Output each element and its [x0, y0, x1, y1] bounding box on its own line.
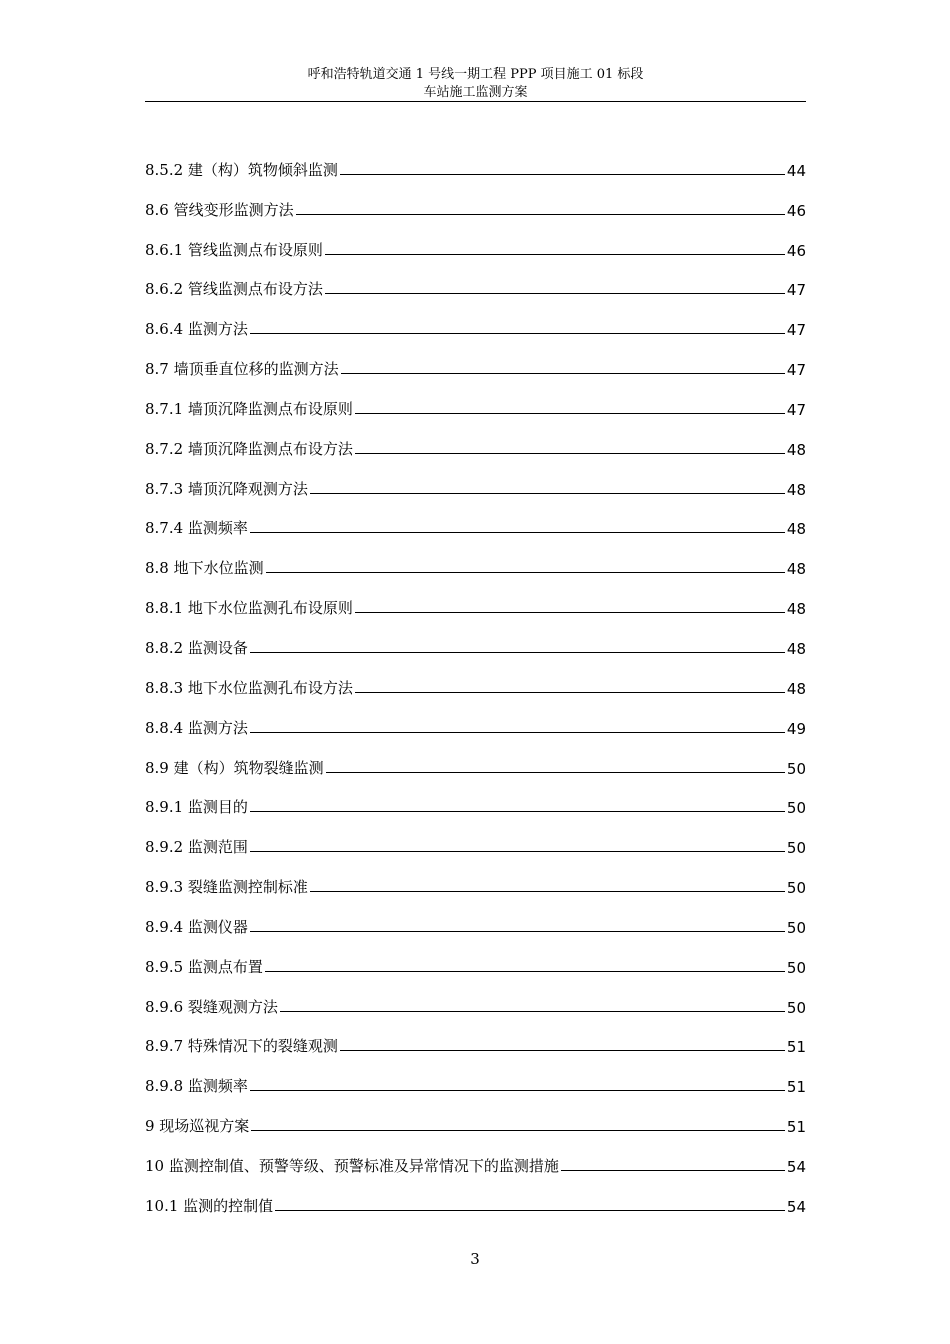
toc-entry-page: 48 — [786, 679, 806, 698]
toc-leader-line — [280, 1011, 785, 1012]
toc-entry[interactable] — [145, 580, 806, 620]
toc-leader-line — [325, 254, 785, 255]
toc-entry[interactable] — [145, 1019, 806, 1059]
toc-entry[interactable] — [145, 182, 806, 222]
toc-entry-page: 48 — [786, 440, 806, 459]
toc-entry-page: 51 — [786, 1078, 806, 1097]
toc-entry-page: 46 — [786, 201, 806, 220]
header-divider — [145, 101, 806, 102]
toc-entry[interactable] — [145, 660, 806, 700]
page-header — [145, 66, 806, 102]
toc-leader-line — [310, 493, 785, 494]
toc-entry-title: 8.9.8 监测频率 — [145, 1077, 248, 1096]
toc-leader-line — [355, 453, 785, 454]
toc-entry-title: 8.8 地下水位监测 — [145, 559, 264, 578]
toc-entry-page: 44 — [786, 161, 806, 180]
toc-leader-line — [250, 851, 785, 852]
toc-leader-line — [275, 1210, 785, 1211]
toc-leader-line — [250, 931, 785, 932]
toc-entry[interactable] — [145, 381, 806, 421]
toc-entry-page: 50 — [786, 759, 806, 778]
toc-entry-title: 8.6 管线变形监测方法 — [145, 200, 294, 219]
toc-entry-title: 8.6.4 监测方法 — [145, 320, 248, 339]
toc-entry-title: 8.9.4 监测仪器 — [145, 917, 248, 936]
toc-entry[interactable] — [145, 142, 806, 182]
page-number: 3 — [470, 1250, 480, 1268]
toc-entry[interactable] — [145, 939, 806, 979]
toc-entry-title: 8.8.3 地下水位监测孔布设方法 — [145, 678, 353, 697]
toc-entry[interactable] — [145, 620, 806, 660]
toc-entry[interactable] — [145, 780, 806, 820]
toc-entry-title: 8.7.3 墙顶沉降观测方法 — [145, 479, 308, 498]
toc-leader-line — [355, 692, 785, 693]
toc-entry-title: 8.9.1 监测目的 — [145, 798, 248, 817]
toc-entry[interactable] — [145, 222, 806, 262]
toc-entry-page: 50 — [786, 918, 806, 937]
toc-entry-title: 10 监测控制值、预警等级、预警标准及异常情况下的监测措施 — [145, 1156, 559, 1175]
toc-entry-title: 8.9.7 特殊情况下的裂缝观测 — [145, 1037, 338, 1056]
toc-entry-title: 8.9.6 裂缝观测方法 — [145, 997, 278, 1016]
toc-entry[interactable] — [145, 700, 806, 740]
toc-entry[interactable] — [145, 1098, 806, 1138]
toc-entry-page: 47 — [786, 281, 806, 300]
toc-leader-line — [250, 811, 785, 812]
toc-entry[interactable] — [145, 740, 806, 780]
header-project-title: 呼和浩特轨道交通 1 号线一期工程 PPP 项目施工 01 标段 — [307, 67, 644, 82]
toc-entry-title: 8.8.2 监测设备 — [145, 638, 248, 657]
table-of-contents — [145, 142, 806, 1218]
toc-entry[interactable] — [145, 859, 806, 899]
toc-leader-line — [250, 652, 785, 653]
toc-leader-line — [250, 732, 785, 733]
toc-entry-title: 9 现场巡视方案 — [145, 1117, 250, 1136]
toc-entry-title: 8.6.2 管线监测点布设方法 — [145, 280, 323, 299]
toc-leader-line — [250, 333, 785, 334]
toc-leader-line — [265, 971, 785, 972]
toc-entry-page: 47 — [786, 361, 806, 380]
toc-entry-page: 48 — [786, 560, 806, 579]
toc-entry-page: 50 — [786, 998, 806, 1017]
toc-leader-line — [266, 572, 785, 573]
toc-entry-title: 8.5.2 建（构）筑物倾斜监测 — [145, 160, 338, 179]
toc-entry-page: 47 — [786, 400, 806, 419]
toc-leader-line — [340, 1050, 785, 1051]
toc-entry-title: 10.1 监测的控制值 — [145, 1196, 274, 1215]
toc-leader-line — [341, 373, 785, 374]
toc-leader-line — [251, 1130, 785, 1131]
toc-entry[interactable] — [145, 1138, 806, 1178]
toc-entry[interactable] — [145, 1178, 806, 1218]
toc-entry[interactable] — [145, 461, 806, 501]
toc-entry-page: 49 — [786, 719, 806, 738]
toc-entry-page: 51 — [786, 1118, 806, 1137]
toc-entry[interactable] — [145, 301, 806, 341]
toc-entry[interactable] — [145, 1058, 806, 1098]
toc-leader-line — [326, 772, 785, 773]
header-document-title: 车站施工监测方案 — [423, 85, 528, 100]
toc-leader-line — [355, 413, 785, 414]
toc-entry-page: 46 — [786, 241, 806, 260]
toc-leader-line — [250, 532, 785, 533]
toc-leader-line — [355, 612, 785, 613]
toc-entry-page: 47 — [786, 321, 806, 340]
toc-entry[interactable] — [145, 819, 806, 859]
toc-entry-title: 8.7.2 墙顶沉降监测点布设方法 — [145, 439, 353, 458]
toc-entry-page: 48 — [786, 600, 806, 619]
toc-entry-page: 48 — [786, 639, 806, 658]
toc-leader-line — [310, 891, 785, 892]
toc-entry[interactable] — [145, 899, 806, 939]
toc-leader-line — [340, 174, 785, 175]
toc-leader-line — [250, 1090, 785, 1091]
toc-entry-title: 8.8.1 地下水位监测孔布设原则 — [145, 599, 353, 618]
toc-entry-page: 50 — [786, 799, 806, 818]
toc-entry-page: 51 — [786, 1038, 806, 1057]
toc-entry-title: 8.9.3 裂缝监测控制标准 — [145, 878, 308, 897]
toc-entry[interactable] — [145, 341, 806, 381]
toc-entry-title: 8.7.1 墙顶沉降监测点布设原则 — [145, 399, 353, 418]
toc-entry-title: 8.7 墙顶垂直位移的监测方法 — [145, 360, 339, 379]
toc-leader-line — [561, 1170, 785, 1171]
toc-entry[interactable] — [145, 501, 806, 541]
toc-entry-title: 8.9.2 监测范围 — [145, 838, 248, 857]
toc-entry-page: 48 — [786, 480, 806, 499]
toc-entry[interactable] — [145, 262, 806, 302]
toc-entry-page: 54 — [786, 1157, 806, 1176]
toc-entry-page: 50 — [786, 879, 806, 898]
toc-entry[interactable] — [145, 979, 806, 1019]
toc-entry-title: 8.9 建（构）筑物裂缝监测 — [145, 758, 324, 777]
toc-entry-title: 8.6.1 管线监测点布设原则 — [145, 240, 323, 259]
toc-entry-page: 50 — [786, 839, 806, 858]
toc-entry-title: 8.9.5 监测点布置 — [145, 957, 263, 976]
toc-entry-page: 48 — [786, 520, 806, 539]
toc-leader-line — [296, 214, 785, 215]
toc-entry-page: 50 — [786, 958, 806, 977]
toc-leader-line — [325, 293, 785, 294]
toc-entry-title: 8.7.4 监测频率 — [145, 519, 248, 538]
toc-entry-title: 8.8.4 监测方法 — [145, 718, 248, 737]
toc-entry-page: 54 — [786, 1197, 806, 1216]
toc-entry[interactable] — [145, 540, 806, 580]
toc-entry[interactable] — [145, 421, 806, 461]
